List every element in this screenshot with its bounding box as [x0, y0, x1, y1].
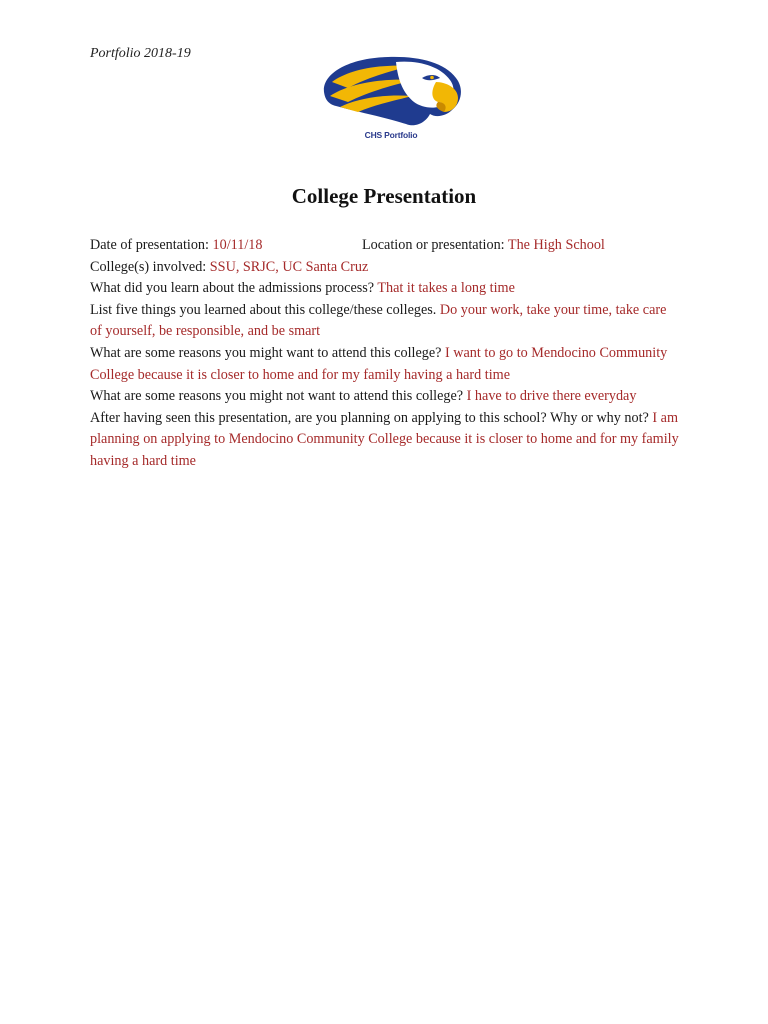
colleges-answer: SSU, SRJC, UC Santa Cruz	[209, 258, 369, 275]
planning-label: After having seen this presentation, are you planning on applying to this school? Why or why not?	[90, 409, 653, 426]
colleges-label: College(s) involved:	[90, 258, 210, 275]
planning-field	[90, 408, 680, 473]
reasons-attend-field	[90, 343, 680, 386]
location-field	[362, 235, 605, 257]
eagle-icon	[318, 52, 464, 130]
admissions-label: What did you learn about the admissions process?	[90, 280, 378, 297]
date-answer: 10/11/18	[212, 237, 263, 253]
reasons-attend-answer: I want to go to Mendocino Community College because it is closer to home and for my family having a hard time	[90, 344, 668, 383]
colleges-field	[90, 257, 680, 279]
date-field	[90, 235, 362, 257]
five-things-answer: Do your work, take your time, take care of yourself, be responsible, and be smart	[90, 301, 667, 340]
five-things-field	[90, 300, 680, 343]
location-answer: The High School	[507, 237, 605, 253]
five-things-label: List five things you learned about this college/these colleges.	[90, 301, 440, 318]
portfolio-label: Portfolio 2018-19	[90, 46, 191, 61]
school-logo	[318, 52, 464, 148]
planning-answer: I am planning on applying to Mendocino Community College because it is closer to home and for my family having a hard time	[90, 409, 679, 469]
admissions-answer: That it takes a long time	[377, 280, 515, 297]
reasons-attend-label: What are some reasons you might want to attend this college?	[90, 344, 445, 361]
date-location-row	[90, 235, 680, 257]
reasons-not-attend-answer: I have to drive there everyday	[466, 388, 637, 405]
reasons-not-attend-field	[90, 386, 680, 408]
logo-caption: CHS Portfolio	[364, 130, 418, 140]
reasons-not-attend-label: What are some reasons you might not want to attend this college?	[90, 388, 467, 405]
date-label: Date of presentation:	[90, 237, 213, 253]
admissions-field	[90, 278, 680, 300]
form-content	[90, 235, 680, 473]
page-title: College Presentation	[291, 184, 477, 208]
location-label: Location or presentation:	[362, 237, 508, 253]
